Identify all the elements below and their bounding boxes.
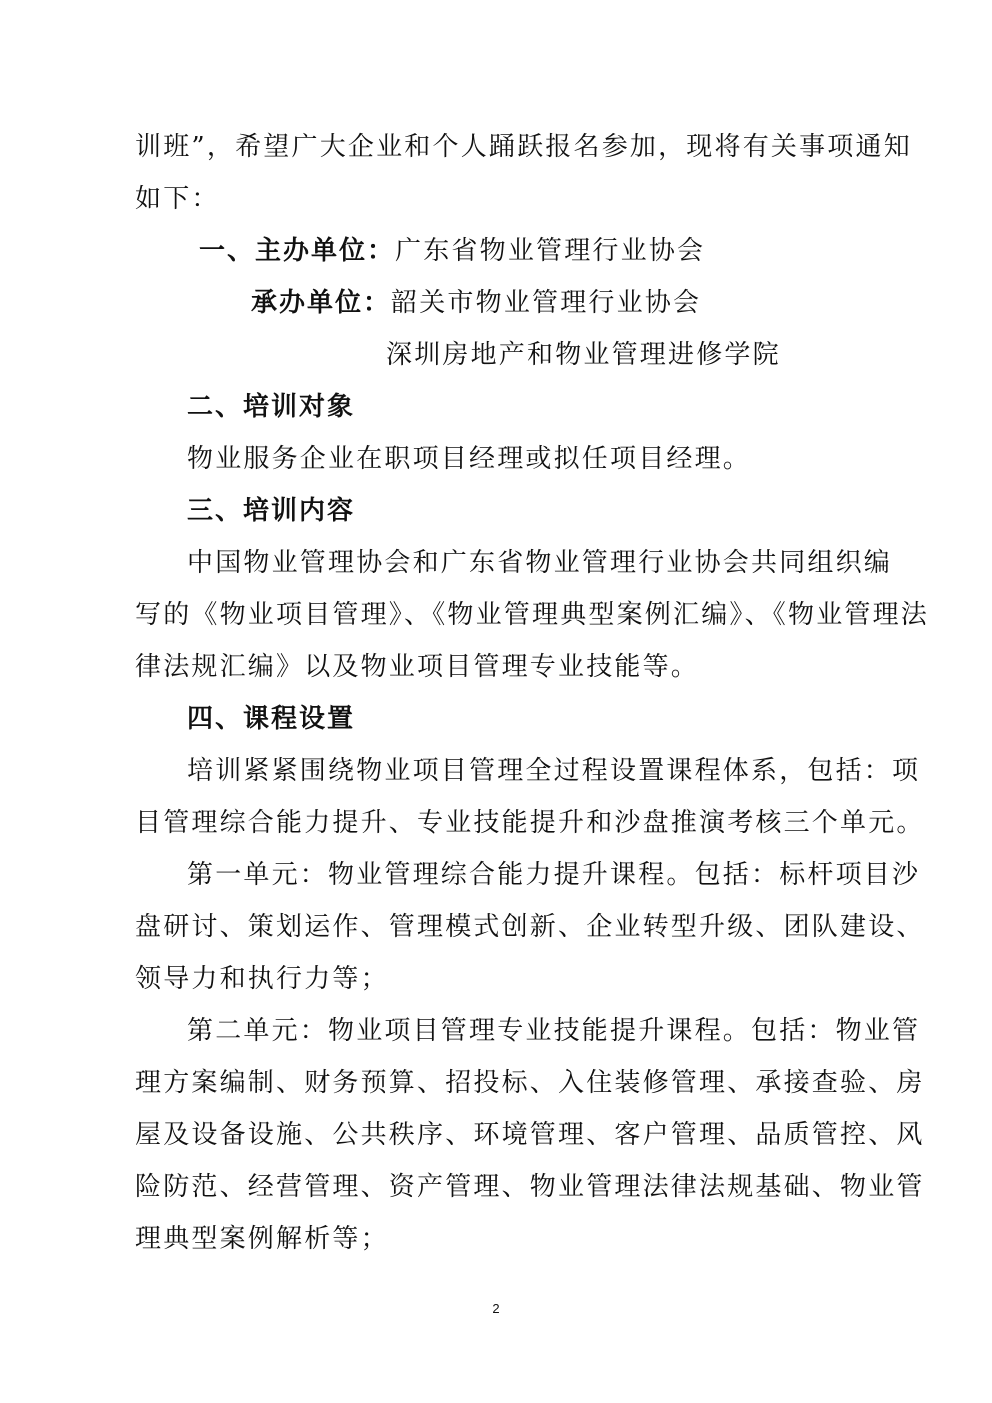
paragraph-line: 如下：	[135, 184, 220, 214]
paragraph-line: 中国物业管理协会和广东省物业管理行业协会共同组织编	[187, 548, 893, 578]
paragraph-line: 盘研讨、策划运作、管理模式创新、企业转型升级、团队建设、	[135, 912, 925, 942]
paragraph-line: 目管理综合能力提升、专业技能提升和沙盘推演考核三个单元。	[135, 808, 925, 838]
paragraph-line: 培训紧紧围绕物业项目管理全过程设置课程体系，包括：项	[187, 756, 921, 786]
paragraph-line: 写的《物业项目管理》、《物业管理典型案例汇编》、《物业管理法	[135, 600, 930, 630]
paragraph-line: 第一单元：物业管理综合能力提升课程。包括：标杆项目沙	[187, 860, 921, 890]
section-heading-content: 三、培训内容	[187, 496, 356, 526]
paragraph-line: 第二单元：物业项目管理专业技能提升课程。包括：物业管	[187, 1016, 921, 1046]
paragraph-line: 险防范、经营管理、资产管理、物业管理法律法规基础、物业管	[135, 1172, 925, 1202]
paragraph-line: 物业服务企业在职项目经理或拟任项目经理。	[187, 444, 752, 474]
paragraph-line: 训班”，希望广大企业和个人踊跃报名参加，现将有关事项通知	[135, 132, 912, 162]
organizer-row	[251, 285, 701, 321]
paragraph-line: 理方案编制、财务预算、招投标、入住装修管理、承接查验、房	[135, 1068, 925, 1098]
organizer-value: 韶关市物业管理行业协会	[391, 288, 702, 318]
section-heading-targets: 二、培训对象	[187, 392, 356, 422]
paragraph-line: 律法规汇编》以及物业项目管理专业技能等。	[135, 652, 700, 682]
paragraph-line: 领导力和执行力等；	[135, 964, 389, 994]
organizer-value-2: 深圳房地产和物业管理进修学院	[386, 340, 781, 370]
host-row	[199, 233, 705, 269]
page-number: 2	[492, 1301, 500, 1316]
host-label: 一、主办单位：	[199, 236, 396, 266]
paragraph-line: 屋及设备设施、公共秩序、环境管理、客户管理、品质管控、风	[135, 1120, 925, 1150]
organizer-label: 承办单位：	[251, 288, 392, 318]
section-heading-courses: 四、课程设置	[187, 704, 356, 734]
host-value: 广东省物业管理行业协会	[395, 236, 706, 266]
paragraph-line: 理典型案例解析等；	[135, 1224, 389, 1254]
